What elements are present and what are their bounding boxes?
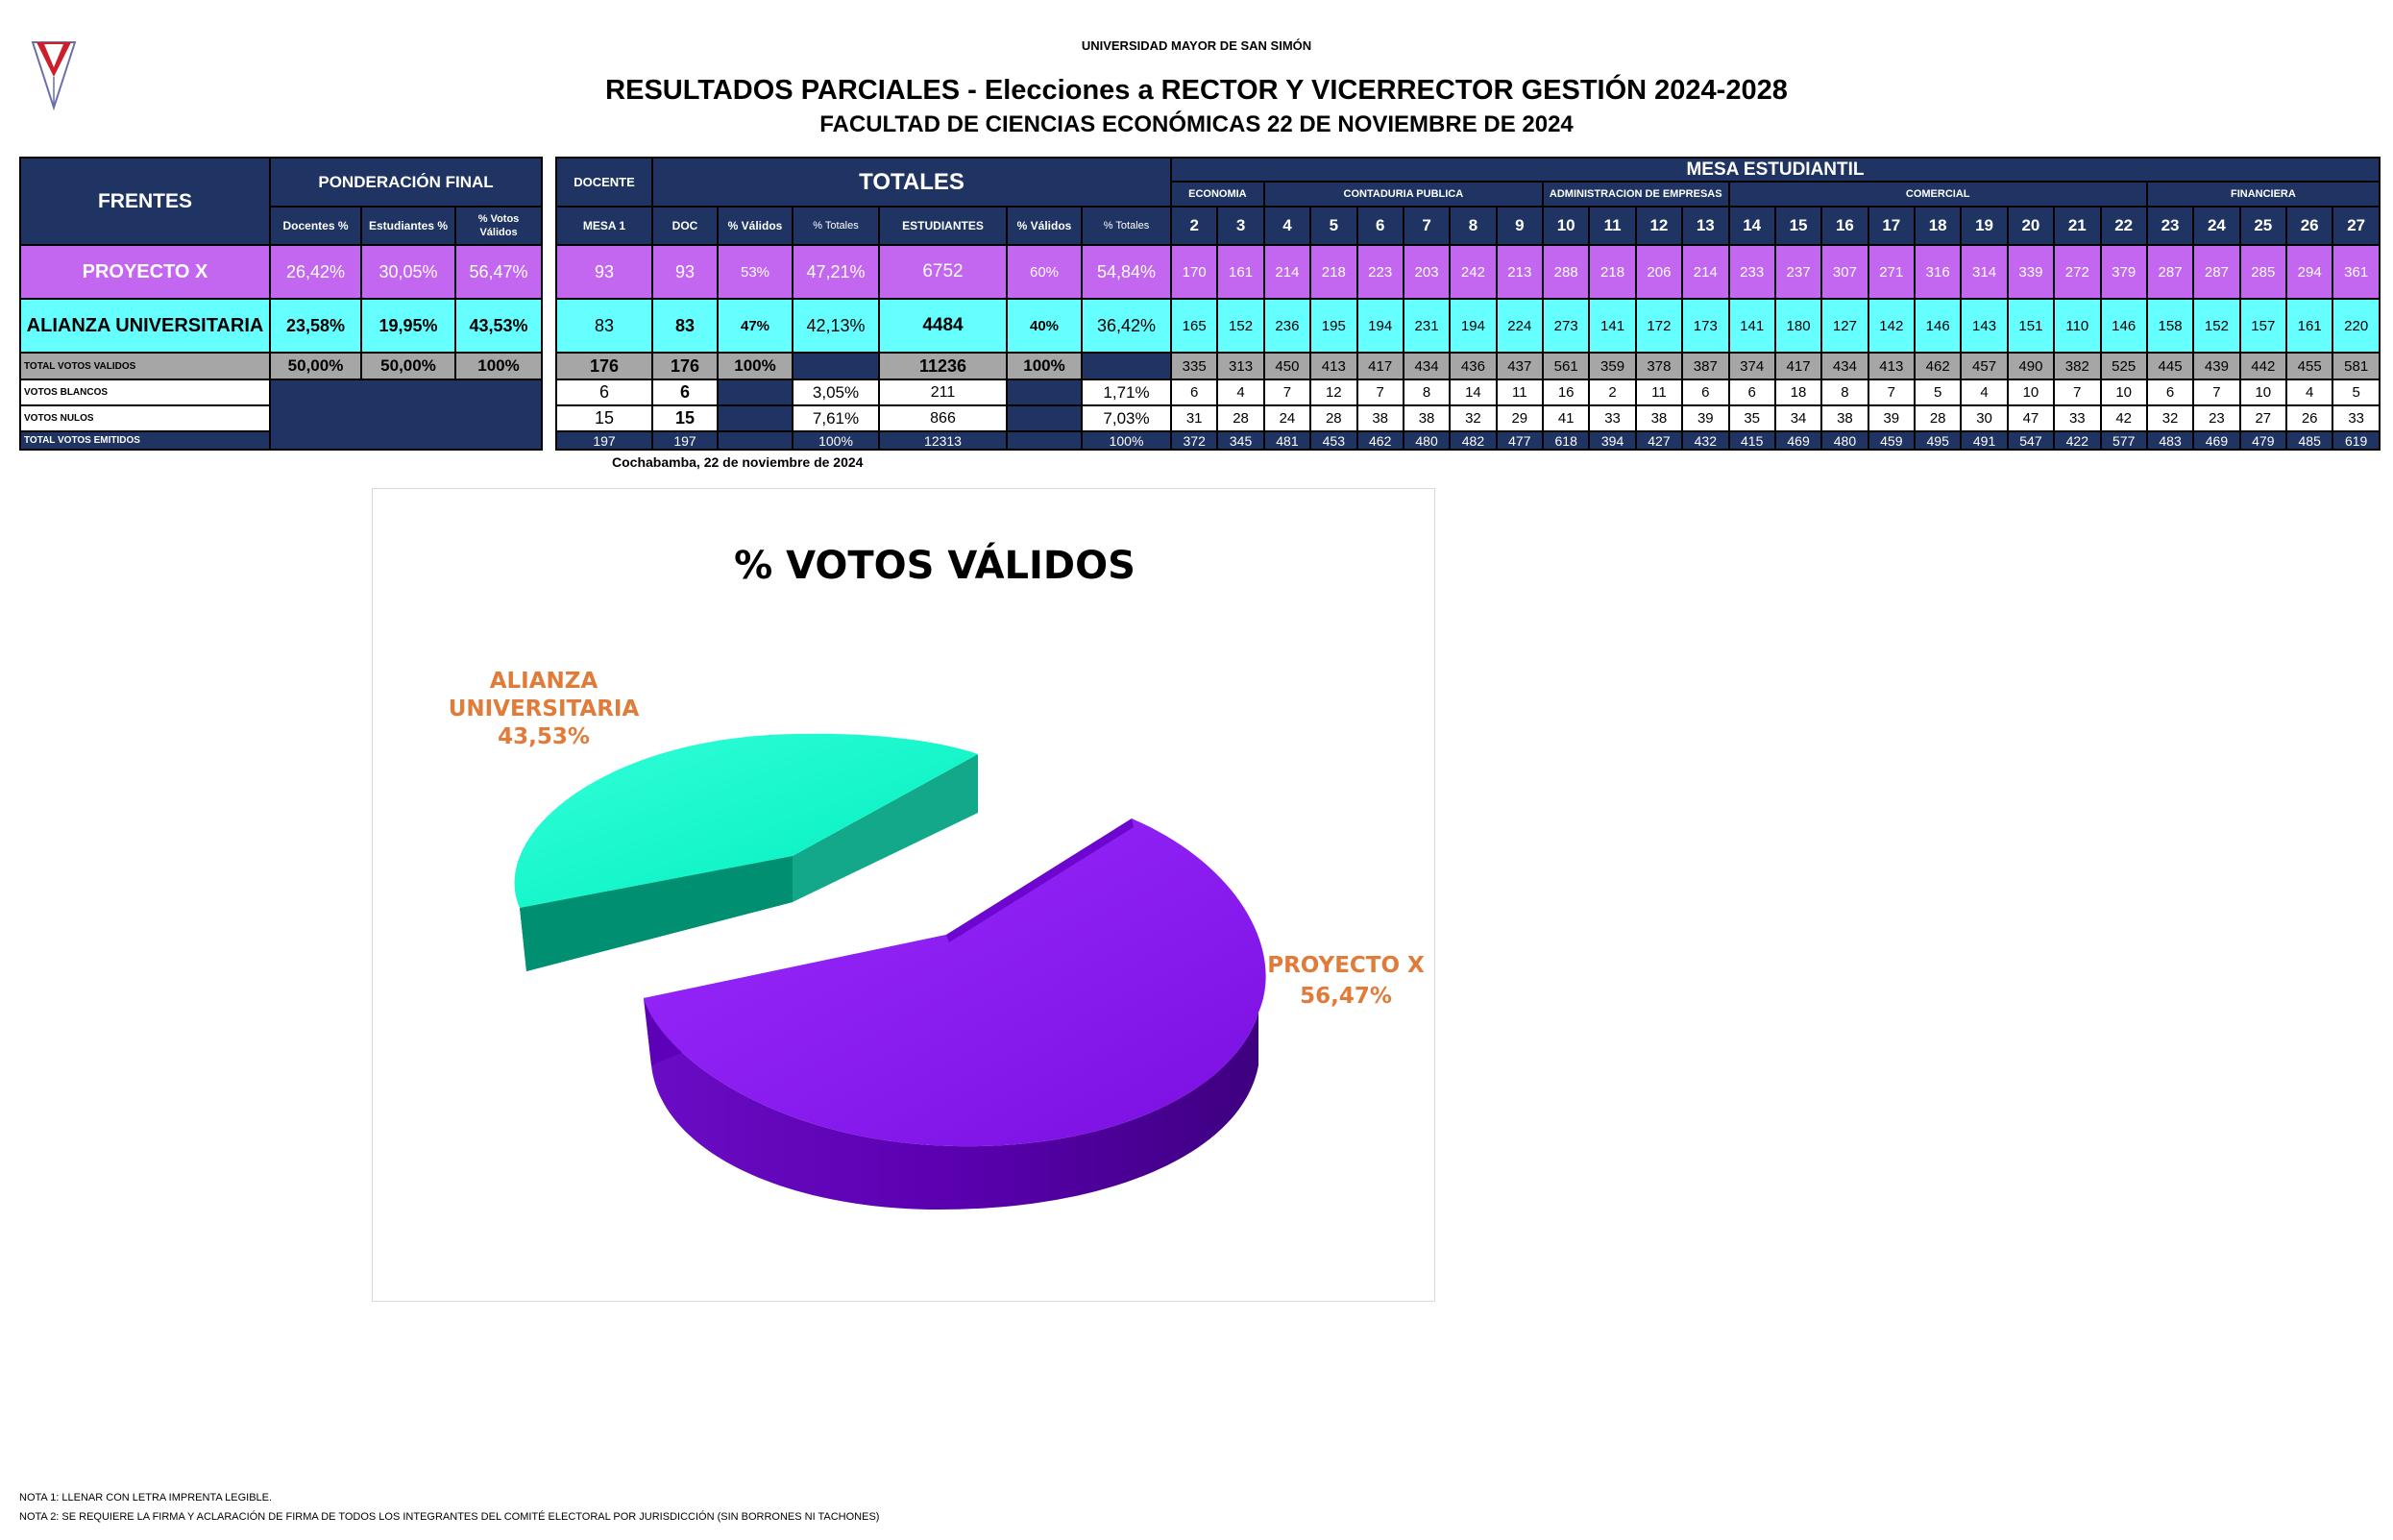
cell-blancos: 7 <box>2193 379 2239 405</box>
cell-alianza: 152 <box>1217 299 1263 353</box>
cell-alianza: 110 <box>2054 299 2100 353</box>
cell-pt: 47,21% <box>793 245 879 299</box>
cell-alianza: 127 <box>1821 299 1868 353</box>
cell-emitidos: 469 <box>2193 431 2239 450</box>
cell-alianza: 173 <box>1682 299 1728 353</box>
mesa-number: 12 <box>1636 207 1682 245</box>
mesa-number: 9 <box>1497 207 1543 245</box>
cell-validos: 413 <box>1310 353 1356 379</box>
empty-cell <box>718 431 793 450</box>
mesa-row-numbers <box>1171 207 2380 245</box>
cell-emitidos: 422 <box>2054 431 2100 450</box>
cell-emitidos: 477 <box>1497 431 1543 450</box>
label-proyecto-line1: PROYECTO X <box>1267 953 1425 978</box>
cell-blancos: 6 <box>1171 379 1217 405</box>
cell-validos: 445 <box>2147 353 2193 379</box>
cell-validos: 434 <box>1404 353 1450 379</box>
mesa-number: 14 <box>1729 207 1775 245</box>
ponderacion-table <box>19 157 543 451</box>
cell-nulos: 28 <box>1217 405 1263 431</box>
cell-votos: 56,47% <box>455 245 542 299</box>
cell-emitidos: 462 <box>1357 431 1404 450</box>
cell-alianza: 158 <box>2147 299 2193 353</box>
cell-proyecto-x: 288 <box>1543 245 1589 299</box>
mesa-estudiantil-table <box>1170 157 2381 451</box>
empty-cell <box>1082 353 1171 379</box>
cell-proyecto-x: 287 <box>2147 245 2193 299</box>
cell-mesa1: 197 <box>556 431 652 450</box>
cell-mesa1: 176 <box>556 353 652 379</box>
cell-alianza: 146 <box>1915 299 1961 353</box>
cell-nulos: 27 <box>2240 405 2286 431</box>
mesa-row-nulos <box>1171 405 2380 431</box>
cell-alianza: 220 <box>2332 299 2380 353</box>
frente-name: ALIANZA UNIVERSITARIA <box>20 299 270 353</box>
cell-epv: 40% <box>1007 299 1082 353</box>
cell-validos: 442 <box>2240 353 2286 379</box>
cell-proyecto-x: 285 <box>2240 245 2286 299</box>
cell-doc: 6 <box>652 379 718 405</box>
faculty-group-header: ADMINISTRACION DE EMPRESAS <box>1543 182 1729 207</box>
cell-validos: 436 <box>1450 353 1496 379</box>
cell-proyecto-x: 361 <box>2332 245 2380 299</box>
cell-alianza: 224 <box>1497 299 1543 353</box>
cell-est: 11236 <box>879 353 1007 379</box>
mesa-row-validos <box>1171 353 2380 379</box>
cell-alianza: 151 <box>2008 299 2054 353</box>
cell-blancos: 6 <box>1682 379 1728 405</box>
mesa-number: 23 <box>2147 207 2193 245</box>
cell-nulos: 38 <box>1636 405 1682 431</box>
cell-ept: 1,71% <box>1082 379 1171 405</box>
cell-proyecto-x: 314 <box>1961 245 2007 299</box>
docente-header: DOCENTE <box>556 158 652 207</box>
cell-emitidos: 432 <box>1682 431 1728 450</box>
cell-validos: 359 <box>1589 353 1635 379</box>
col-doc-validos: % Válidos <box>718 207 793 245</box>
cell-doc: 83 <box>652 299 718 353</box>
cell-est: 866 <box>879 405 1007 431</box>
cell-validos: 413 <box>1868 353 1915 379</box>
cell-proyecto-x: 339 <box>2008 245 2054 299</box>
cell-proyecto-x: 161 <box>1217 245 1263 299</box>
cell-pt: 7,61% <box>793 405 879 431</box>
row-nulos <box>556 405 1171 431</box>
cell-proyecto-x: 203 <box>1404 245 1450 299</box>
cell-alianza: 172 <box>1636 299 1682 353</box>
row-label-nulos: VOTOS NULOS <box>20 405 270 431</box>
cell-alianza: 231 <box>1404 299 1450 353</box>
cell-proyecto-x: 218 <box>1589 245 1635 299</box>
cell-validos: 387 <box>1682 353 1728 379</box>
mesa-number: 24 <box>2193 207 2239 245</box>
mesa-number: 3 <box>1217 207 1263 245</box>
cell-blancos: 14 <box>1450 379 1496 405</box>
mesa-number: 22 <box>2101 207 2147 245</box>
cell-alianza: 195 <box>1310 299 1356 353</box>
mesa-number: 2 <box>1171 207 1217 245</box>
cell-emitidos: 453 <box>1310 431 1356 450</box>
label-alianza-value: 43,53% <box>498 724 590 749</box>
cell-mesa1: 6 <box>556 379 652 405</box>
note-1: NOTA 1: LLENAR CON LETRA IMPRENTA LEGIBLE. <box>19 1492 273 1503</box>
cell-alianza: 194 <box>1357 299 1404 353</box>
cell-validos: 374 <box>1729 353 1775 379</box>
cell-alianza: 161 <box>2286 299 2332 353</box>
row-proyecto-x <box>20 245 542 299</box>
cell-nulos: 35 <box>1729 405 1775 431</box>
col-votos-validos: % Votos Válidos <box>455 207 542 245</box>
col-doc-totales: % Totales <box>793 207 879 245</box>
cell-validos: 561 <box>1543 353 1589 379</box>
cell-validos: 525 <box>2101 353 2147 379</box>
cell-alianza: 146 <box>2101 299 2147 353</box>
cell-proyecto-x: 307 <box>1821 245 1868 299</box>
mesa-number: 6 <box>1357 207 1404 245</box>
mesa-number: 17 <box>1868 207 1915 245</box>
cell-validos: 335 <box>1171 353 1217 379</box>
cell-alianza: 142 <box>1868 299 1915 353</box>
cell-epv: 100% <box>1007 353 1082 379</box>
cell-proyecto-x: 213 <box>1497 245 1543 299</box>
date-caption: Cochabamba, 22 de noviembre de 2024 <box>612 454 864 470</box>
mesa-number: 13 <box>1682 207 1728 245</box>
empty-cell <box>1007 379 1082 405</box>
cell-nulos: 33 <box>2332 405 2380 431</box>
mesa-number: 21 <box>2054 207 2100 245</box>
cell-alianza: 180 <box>1775 299 1821 353</box>
mesa-number: 4 <box>1264 207 1310 245</box>
cell-emitidos: 479 <box>2240 431 2286 450</box>
cell-nulos: 32 <box>2147 405 2193 431</box>
cell-validos: 417 <box>1775 353 1821 379</box>
label-alianza-line1: ALIANZA <box>489 669 598 694</box>
cell-emitidos: 495 <box>1915 431 1961 450</box>
mesa-row-alianza <box>1171 299 2380 353</box>
cell-proyecto-x: 223 <box>1357 245 1404 299</box>
cell-emitidos: 491 <box>1961 431 2007 450</box>
cell-proyecto-x: 237 <box>1775 245 1821 299</box>
mesa-title: MESA ESTUDIANTIL <box>1171 158 2380 182</box>
mesa-number: 18 <box>1915 207 1961 245</box>
mesa-row-blancos <box>1171 379 2380 405</box>
cell-emitidos: 372 <box>1171 431 1217 450</box>
cell-nulos: 33 <box>1589 405 1635 431</box>
cell-blancos: 8 <box>1404 379 1450 405</box>
cell-validos: 457 <box>1961 353 2007 379</box>
cell-emitidos: 619 <box>2332 431 2380 450</box>
cell-emitidos: 415 <box>1729 431 1775 450</box>
cell-alianza: 236 <box>1264 299 1310 353</box>
cell-proyecto-x: 271 <box>1868 245 1915 299</box>
cell-blancos: 8 <box>1821 379 1868 405</box>
cell-alianza: 273 <box>1543 299 1589 353</box>
cell-proyecto-x: 379 <box>2101 245 2147 299</box>
cell-blancos: 10 <box>2008 379 2054 405</box>
cell-nulos: 30 <box>1961 405 2007 431</box>
cell-emitidos: 483 <box>2147 431 2193 450</box>
cell-nulos: 38 <box>1404 405 1450 431</box>
row-total-validos <box>556 353 1171 379</box>
cell-emitidos: 482 <box>1450 431 1496 450</box>
cell-blancos: 18 <box>1775 379 1821 405</box>
cell-mesa1: 93 <box>556 245 652 299</box>
cell-est: 6752 <box>879 245 1007 299</box>
cell-blancos: 16 <box>1543 379 1589 405</box>
cell-validos: 455 <box>2286 353 2332 379</box>
cell-alianza: 194 <box>1450 299 1496 353</box>
empty-cell <box>1007 431 1082 450</box>
cell-emitidos: 547 <box>2008 431 2054 450</box>
cell-validos: 313 <box>1217 353 1263 379</box>
cell-nulos: 29 <box>1497 405 1543 431</box>
cell-alianza: 152 <box>2193 299 2239 353</box>
page-subtitle: FACULTAD DE CIENCIAS ECONÓMICAS 22 DE NOVIEMBRE DE 2024 <box>819 111 1574 137</box>
cell-nulos: 26 <box>2286 405 2332 431</box>
cell-nulos: 47 <box>2008 405 2054 431</box>
cell-pv: 100% <box>718 353 793 379</box>
cell-blancos: 4 <box>2286 379 2332 405</box>
totales-title: TOTALES <box>652 158 1171 207</box>
row-total-validos <box>20 353 542 379</box>
col-estudiantes: Estudiantes % <box>361 207 455 245</box>
cell-emitidos: 427 <box>1636 431 1682 450</box>
cell-estudiantes: 50,00% <box>361 353 455 379</box>
page-title: RESULTADOS PARCIALES - Elecciones a RECTOR Y VICERRECTOR GESTIÓN 2024-2028 <box>605 75 1788 106</box>
footnotes <box>19 1488 879 1527</box>
cell-blancos: 2 <box>1589 379 1635 405</box>
cell-ept: 7,03% <box>1082 405 1171 431</box>
empty-cell <box>718 405 793 431</box>
row-label-blancos: VOTOS BLANCOS <box>20 379 270 405</box>
pie-slice-alianza <box>515 734 978 971</box>
cell-proyecto-x: 294 <box>2286 245 2332 299</box>
mesa-number: 26 <box>2286 207 2332 245</box>
cell-proyecto-x: 206 <box>1636 245 1682 299</box>
cell-pv: 53% <box>718 245 793 299</box>
mesa-number: 20 <box>2008 207 2054 245</box>
cell-proyecto-x: 233 <box>1729 245 1775 299</box>
cell-emitidos: 345 <box>1217 431 1263 450</box>
cell-blancos: 5 <box>1915 379 1961 405</box>
cell-mesa1: 15 <box>556 405 652 431</box>
cell-doc: 15 <box>652 405 718 431</box>
empty-cell <box>270 379 542 450</box>
cell-blancos: 6 <box>1729 379 1775 405</box>
cell-proyecto-x: 272 <box>2054 245 2100 299</box>
faculty-group-header: ECONOMIA <box>1171 182 1264 207</box>
faculty-group-header: COMERCIAL <box>1729 182 2147 207</box>
cell-validos: 417 <box>1357 353 1404 379</box>
cell-alianza: 165 <box>1171 299 1217 353</box>
empty-cell <box>1007 405 1082 431</box>
cell-est: 211 <box>879 379 1007 405</box>
cell-pv: 47% <box>718 299 793 353</box>
label-proyecto-x <box>1267 953 1425 1009</box>
cell-ept: 54,84% <box>1082 245 1171 299</box>
cell-nulos: 28 <box>1310 405 1356 431</box>
cell-doc: 197 <box>652 431 718 450</box>
cell-nulos: 33 <box>2054 405 2100 431</box>
cell-pt: 3,05% <box>793 379 879 405</box>
cell-proyecto-x: 214 <box>1682 245 1728 299</box>
cell-validos: 382 <box>2054 353 2100 379</box>
row-proyecto-x <box>556 245 1171 299</box>
cell-docentes: 26,42% <box>270 245 361 299</box>
cell-blancos: 7 <box>1868 379 1915 405</box>
cell-emitidos: 485 <box>2286 431 2332 450</box>
frentes-header: FRENTES <box>20 158 270 245</box>
cell-blancos: 12 <box>1310 379 1356 405</box>
cell-votos: 100% <box>455 353 542 379</box>
mesa-number: 7 <box>1404 207 1450 245</box>
cell-epv: 60% <box>1007 245 1082 299</box>
mesa-number: 16 <box>1821 207 1868 245</box>
cell-est: 4484 <box>879 299 1007 353</box>
cell-proyecto-x: 170 <box>1171 245 1217 299</box>
note-2: NOTA 2: SE REQUIERE LA FIRMA Y ACLARACIÓN DE FIRMA DE TODOS LOS INTEGRANTES DEL COMITÉ ELECTORAL POR JURISDICCIÓN (SIN BORRONES NI TACHONES) <box>19 1511 880 1523</box>
cell-nulos: 41 <box>1543 405 1589 431</box>
mesa-number: 8 <box>1450 207 1496 245</box>
cell-emitidos: 618 <box>1543 431 1589 450</box>
cell-estudiantes: 19,95% <box>361 299 455 353</box>
frente-name: PROYECTO X <box>20 245 270 299</box>
cell-emitidos: 394 <box>1589 431 1635 450</box>
cell-validos: 490 <box>2008 353 2054 379</box>
cell-proyecto-x: 242 <box>1450 245 1496 299</box>
cell-blancos: 4 <box>1961 379 2007 405</box>
cell-alianza: 143 <box>1961 299 2007 353</box>
mesa-row-proyecto_x <box>1171 245 2380 299</box>
cell-nulos: 38 <box>1357 405 1404 431</box>
cell-validos: 437 <box>1497 353 1543 379</box>
label-alianza-line2: UNIVERSITARIA <box>448 697 640 721</box>
mesa-number: 10 <box>1543 207 1589 245</box>
cell-nulos: 34 <box>1775 405 1821 431</box>
cell-blancos: 7 <box>1357 379 1404 405</box>
cell-docentes: 50,00% <box>270 353 361 379</box>
cell-emitidos: 469 <box>1775 431 1821 450</box>
cell-nulos: 28 <box>1915 405 1961 431</box>
col-estudiantes: ESTUDIANTES <box>879 207 1007 245</box>
pie-chart <box>372 488 1435 1302</box>
cell-proyecto-x: 214 <box>1264 245 1310 299</box>
col-mesa1: MESA 1 <box>556 207 652 245</box>
faculty-group-header: FINANCIERA <box>2147 182 2380 207</box>
row-label: TOTAL VOTOS VALIDOS <box>20 353 270 379</box>
cell-estudiantes: 30,05% <box>361 245 455 299</box>
row-blancos <box>556 379 1171 405</box>
empty-cell <box>718 379 793 405</box>
totales-table <box>555 157 1172 451</box>
cell-validos: 581 <box>2332 353 2380 379</box>
cell-nulos: 39 <box>1682 405 1728 431</box>
cell-emitidos: 459 <box>1868 431 1915 450</box>
empty-cell <box>793 353 879 379</box>
mesa-number: 19 <box>1961 207 2007 245</box>
col-est-validos: % Válidos <box>1007 207 1082 245</box>
cell-alianza: 141 <box>1729 299 1775 353</box>
cell-ept: 36,42% <box>1082 299 1171 353</box>
cell-emitidos: 480 <box>1404 431 1450 450</box>
cell-nulos: 24 <box>1264 405 1310 431</box>
cell-emitidos: 577 <box>2101 431 2147 450</box>
mesa-row-emitidos <box>1171 431 2380 450</box>
row-alianza <box>556 299 1171 353</box>
cell-nulos: 23 <box>2193 405 2239 431</box>
cell-proyecto-x: 218 <box>1310 245 1356 299</box>
cell-proyecto-x: 287 <box>2193 245 2239 299</box>
cell-doc: 93 <box>652 245 718 299</box>
row-label-emitidos: TOTAL VOTOS EMITIDOS <box>20 431 270 450</box>
mesa-number: 25 <box>2240 207 2286 245</box>
col-est-totales: % Totales <box>1082 207 1171 245</box>
cell-blancos: 7 <box>2054 379 2100 405</box>
cell-nulos: 39 <box>1868 405 1915 431</box>
cell-validos: 450 <box>1264 353 1310 379</box>
cell-blancos: 10 <box>2240 379 2286 405</box>
cell-nulos: 42 <box>2101 405 2147 431</box>
cell-validos: 378 <box>1636 353 1682 379</box>
mesa-number: 11 <box>1589 207 1635 245</box>
cell-proyecto-x: 316 <box>1915 245 1961 299</box>
university-name: UNIVERSIDAD MAYOR DE SAN SIMÓN <box>1081 38 1312 53</box>
cell-alianza: 141 <box>1589 299 1635 353</box>
cell-blancos: 6 <box>2147 379 2193 405</box>
row-alianza <box>20 299 542 353</box>
cell-alianza: 157 <box>2240 299 2286 353</box>
cell-est: 12313 <box>879 431 1007 450</box>
cell-pt: 42,13% <box>793 299 879 353</box>
cell-nulos: 32 <box>1450 405 1496 431</box>
cell-validos: 439 <box>2193 353 2239 379</box>
cell-validos: 434 <box>1821 353 1868 379</box>
cell-doc: 176 <box>652 353 718 379</box>
ponderacion-title: PONDERACIÓN FINAL <box>270 158 542 207</box>
row-emitidos <box>556 431 1171 450</box>
cell-votos: 43,53% <box>455 299 542 353</box>
chart-title: % VOTOS VÁLIDOS <box>734 544 1135 588</box>
cell-blancos: 11 <box>1636 379 1682 405</box>
col-doc: DOC <box>652 207 718 245</box>
col-docentes: Docentes % <box>270 207 361 245</box>
cell-mesa1: 83 <box>556 299 652 353</box>
cell-pt: 100% <box>793 431 879 450</box>
cell-blancos: 11 <box>1497 379 1543 405</box>
cell-blancos: 7 <box>1264 379 1310 405</box>
cell-nulos: 38 <box>1821 405 1868 431</box>
faculty-group-header: CONTADURIA PUBLICA <box>1264 182 1543 207</box>
cell-docentes: 23,58% <box>270 299 361 353</box>
cell-validos: 462 <box>1915 353 1961 379</box>
mesa-number: 5 <box>1310 207 1356 245</box>
label-alianza <box>449 669 640 749</box>
cell-ept: 100% <box>1082 431 1171 450</box>
cell-blancos: 5 <box>2332 379 2380 405</box>
cell-nulos: 31 <box>1171 405 1217 431</box>
cell-emitidos: 480 <box>1821 431 1868 450</box>
cell-blancos: 10 <box>2101 379 2147 405</box>
label-proyecto-value: 56,47% <box>1300 984 1392 1009</box>
pie-chart-svg <box>373 489 1434 1301</box>
mesa-number: 27 <box>2332 207 2380 245</box>
cell-blancos: 4 <box>1217 379 1263 405</box>
mesa-number: 15 <box>1775 207 1821 245</box>
cell-emitidos: 481 <box>1264 431 1310 450</box>
